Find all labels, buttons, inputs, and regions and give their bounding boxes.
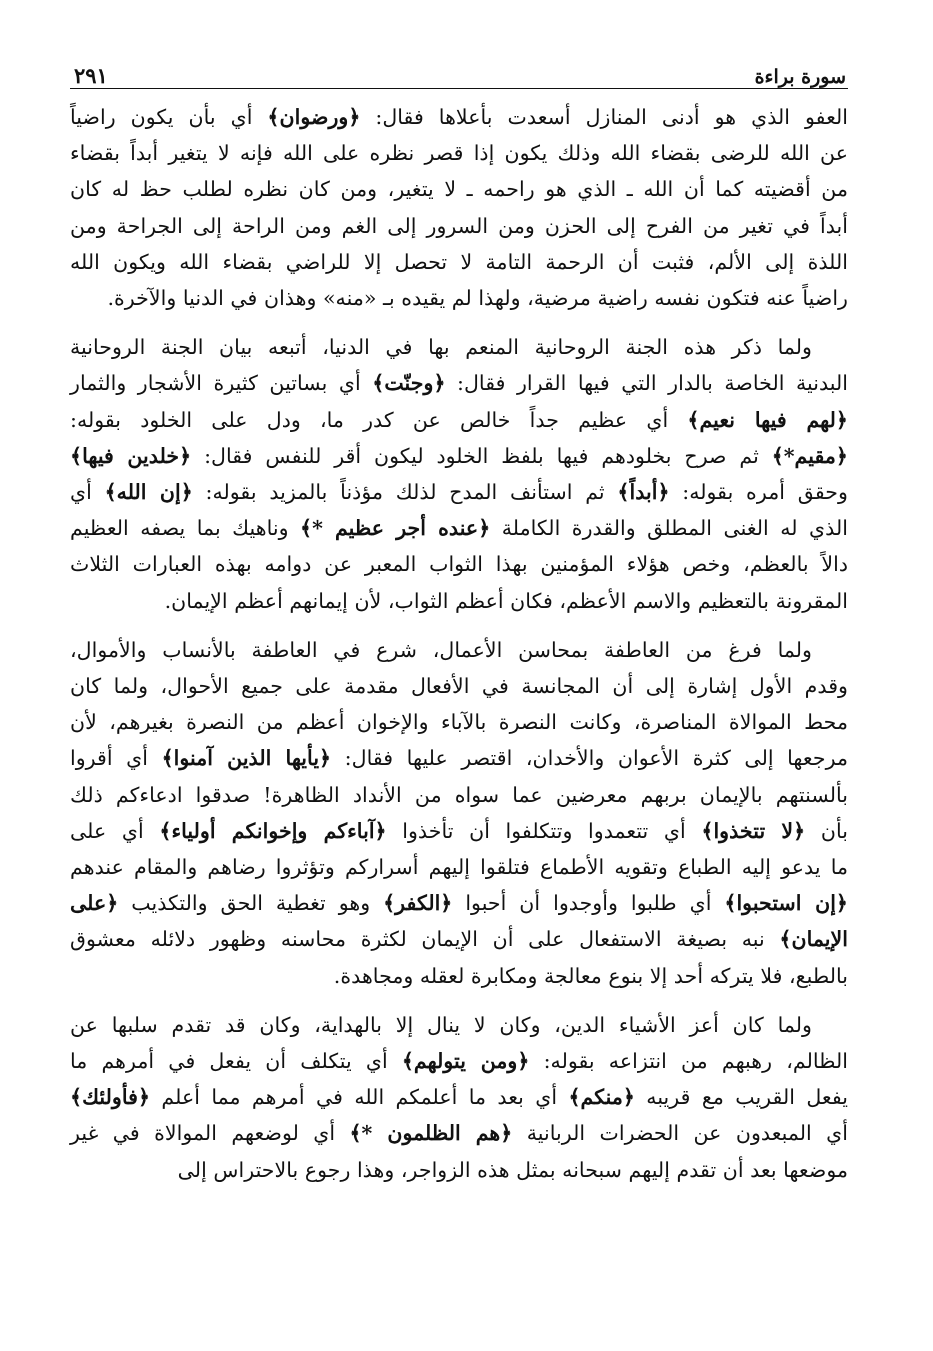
text-line: موضعها بعد أن تقدم إليهم سبحانه بمثل هذه الزواجر، وهذا رجوع بالاحتراس إلى bbox=[177, 1157, 848, 1182]
text-line: ما يدعو إليه الطباع وتقويه الأطماع فتلقوا إليهم أسراركم وتؤثروا رضاهم والمقام عندهم bbox=[70, 855, 848, 880]
book-page bbox=[70, 50, 848, 1201]
page-body bbox=[70, 99, 848, 1188]
text-line: ولما كان أعز الأشياء الدين، وكان لا ينال إلا بالهداية، وكان قد تقدم سلبها عن bbox=[70, 1012, 812, 1037]
text-line: بألسنتهم بالإيمان بربهم معرضين عما سواه من الأنداد الظاهرة! صدقوا ادعاءكم ذلك bbox=[70, 782, 848, 807]
text-line: أبداً في تغير من الفرح إلى الحزن ومن السرور إلى الغم ومن الراحة إلى الجراحة ومن bbox=[70, 213, 848, 238]
text-line: ولما ذكر هذه الجنة الروحانية المنعم بها في الدنيا، أتبعه بيان الجنة الروحانية bbox=[70, 335, 812, 360]
page-header bbox=[70, 50, 848, 89]
text-line: وحقق أمره بقوله: ﴿أبداً﴾ ثم استأنف المدح لذلك مؤذناً بالمزيد بقوله: ﴿إن الله﴾ أي bbox=[70, 480, 848, 505]
text-line: الظالم، رهبهم من انتزاعه بقوله: ﴿ومن يتولهم﴾ أي يتكلف أن يفعل في أمرهم ما bbox=[70, 1049, 849, 1074]
paragraph-4 bbox=[70, 1007, 848, 1188]
text-line: دالاً بالعظم، وخص هؤلاء المؤمنين بهذا الثواب المعبر عن دوامه بهذه العبارات الثلاث bbox=[70, 552, 848, 577]
text-line: ﴿لهم فيها نعيم﴾ أي عظيم جداً خالص عن كدر ما، ودل على الخلود بقوله: bbox=[70, 407, 848, 432]
text-line: راضياً عنه فتكون نفسه راضية مرضية، ولهذا لم يقيده بـ «منه» وهذان في الدنيا والآخرة. bbox=[107, 286, 848, 311]
text-line: ﴿إن استحبوا﴾ أي طلبوا وأوجدوا أن أحبوا ﴿الكفر﴾ وهو تغطية الحق والتكذيب ﴿على bbox=[70, 891, 848, 916]
page-number: ٢٩١ bbox=[74, 63, 108, 88]
text-line: بالطبع، فلا يتركه أحد إلا بنوع معالجة ومكابرة لعقله ومجاهدة. bbox=[333, 963, 848, 988]
paragraph-2 bbox=[70, 329, 848, 619]
text-line: ولما فرغ من العاطفة بمحاسن الأعمال، شرع في العاطفة بالأنساب والأموال، bbox=[70, 637, 812, 662]
text-line: مرجعها إلى كثرة الأعوان والأخدان، اقتصر عليها فقال: ﴿يأيها الذين آمنوا﴾ أي أقروا bbox=[70, 746, 848, 771]
text-line: الإيمان﴾ نبه بصيغة الاستفعال على أن الإيمان لكثرة محاسنه وظهور دلائله معشوق bbox=[70, 927, 848, 952]
paragraph-3 bbox=[70, 632, 848, 994]
text-line: يفعل القريب مع قريبه ﴿منكم﴾ أي بعد ما أعلمكم الله في أمرهم مما أعلم ﴿فأولئك﴾ bbox=[70, 1085, 849, 1110]
text-line: العفو الذي هو أدنى المنازل أسعدت بأعلاها فقال: ﴿ورضوان﴾ أي بأن يكون راضياً bbox=[70, 105, 848, 129]
text-line: من أقضيته كما أن الله ـ الذي هو راحمه ـ لا يتغير، ومن كان نظره لطلب حظ له كان bbox=[70, 177, 848, 202]
text-line: وقدم الأول إشارة إلى أن المجانسة في الأفعال مقدمة على جميع الأحوال، ولما كان bbox=[70, 674, 848, 699]
surah-title: سورة براءة bbox=[754, 66, 846, 88]
text-line: البدنية الخاصة بالدار التي فيها القرار فقال: ﴿وجنّت﴾ أي بساتين كثيرة الأشجار والثمار bbox=[70, 371, 848, 396]
text-line: أي المبعدون عن الحضرات الربانية ﴿هم الظلمون *﴾ أي لوضعهم الموالاة في غير bbox=[70, 1121, 849, 1146]
paragraph-1 bbox=[70, 99, 848, 316]
text-line: ﴿مقيم*﴾ ثم صرح بخلودهم فيها بلفظ الخلود ليكون أقر للنفس فقال: ﴿خلدين فيها﴾ bbox=[70, 443, 848, 468]
text-line: اللذة إلى الألم، فثبت أن الرحمة التامة لا تحصل إلا للراضي بقضاء الله ويكون الله bbox=[70, 249, 848, 274]
text-line: الذي له الغنى المطلق والقدرة الكاملة ﴿عنده أجر عظيم *﴾ وناهيك بما يصفه العظيم bbox=[70, 516, 848, 541]
text-line: محط الموالاة المناصرة، وكانت النصرة بالآباء والإخوان أعظم من النصرة بغيرهم، لأن bbox=[70, 710, 848, 735]
text-line: عن الله للرضى بقضاء الله وذلك يكون إذا قصر نظره على الله فإنه لا يتغير أبداً بقضاء bbox=[70, 141, 848, 166]
text-line: المقرونة بالتعظيم والاسم الأعظم، فكان أعظم الثواب، لأن إيمانهم أعظم الإيمان. bbox=[164, 588, 848, 613]
text-line: بأن ﴿لا تتخذوا﴾ أي تتعمدوا وتتكلفوا أن تأخذوا ﴿آباءكم وإخوانكم أولياء﴾ أي على bbox=[70, 818, 848, 843]
